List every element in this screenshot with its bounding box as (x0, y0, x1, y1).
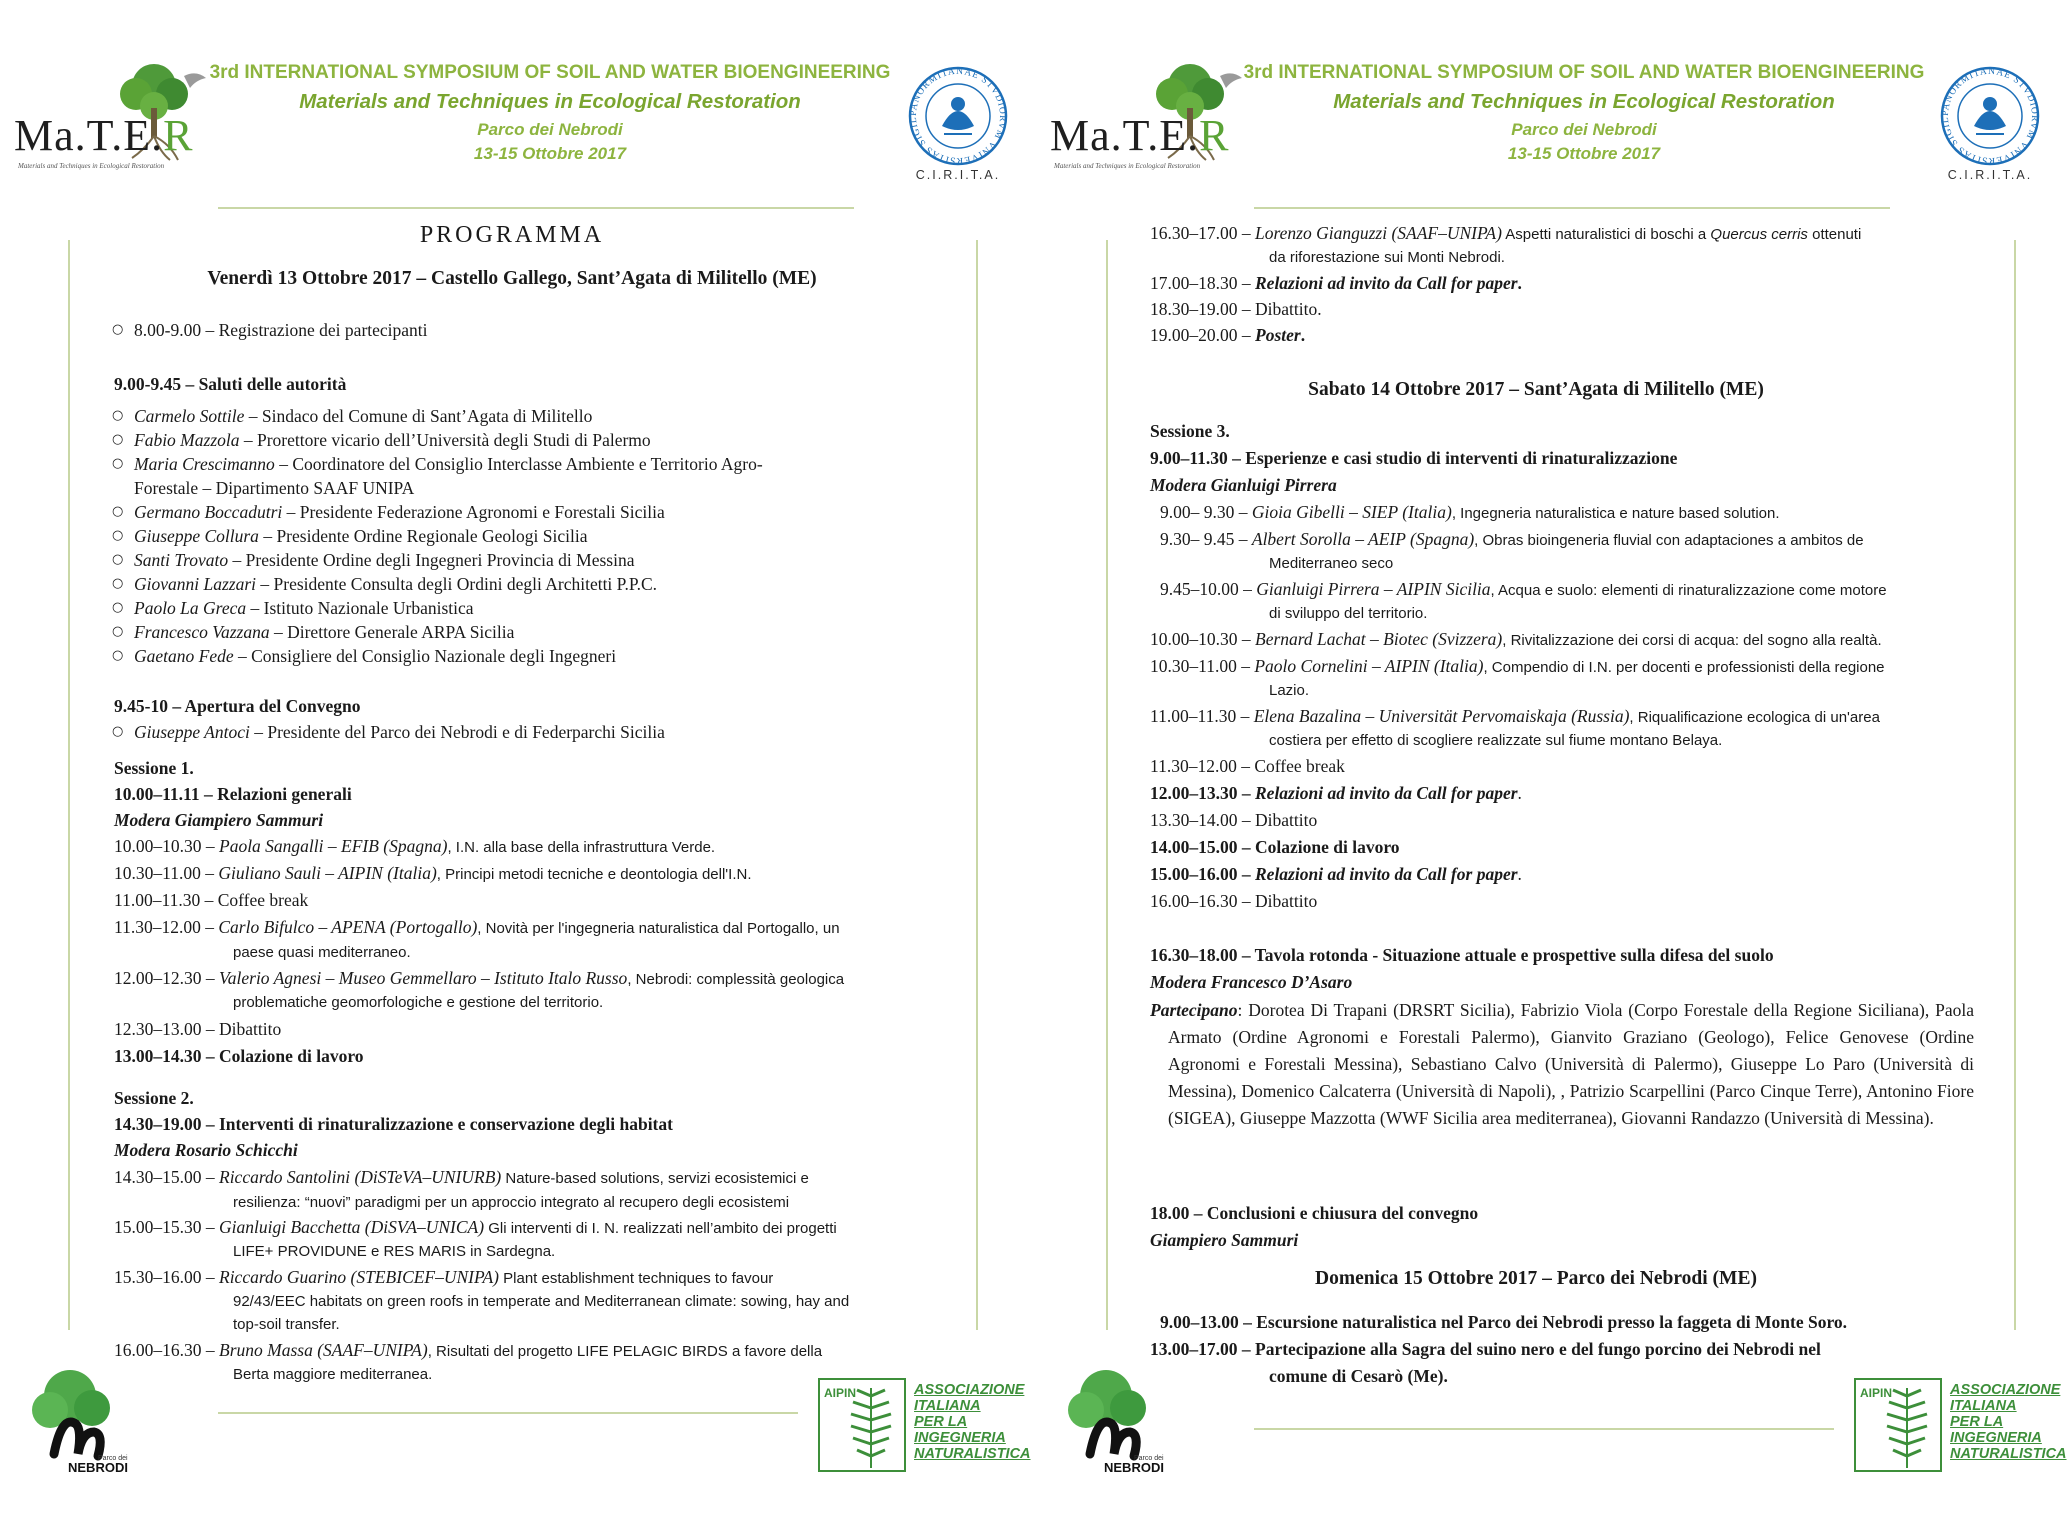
list-item-continuation: Mediterraneo seco (1269, 555, 1394, 572)
list-item-continuation: costiera per effetto di scogliere realizzate sul fiume montano Belaya. (1269, 732, 1723, 749)
list-item-continuation: problematiche geomorfologiche e gestione del territorio. (233, 994, 604, 1011)
list-item: 12.00–13.30 – Relazioni ad invito da Call for paper. (1150, 783, 1522, 803)
svg-text:PANORMITANAE STVDIORVM VNIVERS: PANORMITANAE STVDIORVM VNIVERSITAS SIGIL (908, 66, 1008, 166)
programme-page-left (0, 0, 1031, 1536)
list-item: 17.00–18.30 – Relazioni ad invito da Call for paper. (1150, 273, 1522, 293)
list-item: 16.00–16.30 – Dibattito (1150, 891, 1318, 911)
list-item: ○ Giuseppe Collura – Presidente Ordine Regionale Geologi Sicilia (114, 524, 587, 548)
aipin-logo (818, 1378, 1031, 1474)
session2-label: Sessione 2. (114, 1088, 194, 1108)
seal-icon (902, 64, 1014, 168)
round-table-heading: 16.30–18.00 – Tavola rotonda - Situazione attuale e prospettive sulla difesa del suolo (1150, 945, 1774, 965)
seal-caption: C.I.R.I.T.A. (915, 168, 1001, 182)
list-item-continuation: Lazio. (1269, 682, 1310, 699)
list-item: ○ Giovanni Lazzari – Presidente Consulta degli Ordini degli Architetti P.P.C. (114, 572, 657, 596)
svg-text:PANORMITANAE STVDIORVM VNIVERS: PANORMITANAE STVDIORVM VNIVERSITAS SIGIL (1940, 66, 2040, 166)
list-item: 9.30– 9.45 – Albert Sorolla – AEIP (Spagna), Obras bioingeneria fluvial con adaptaciones a ambitos de (1160, 529, 1864, 549)
list-item: ○ Paolo La Greca – Istituto Nazionale Urbanistica (114, 596, 474, 620)
list-item-continuation: 92/43/EEC habitats on green roofs in temperate and Mediterranean climate: sowing, hay and (233, 1293, 850, 1310)
list-item: 12.00–12.30 – Valerio Agnesi – Museo Gemmellaro – Istituto Italo Russo, Nebrodi: complessità geologica (114, 968, 845, 988)
list-item-continuation: Berta maggiore mediterranea. (233, 1366, 433, 1383)
mater-logo (1050, 58, 1250, 184)
list-item: 11.00–11.30 – Elena Bazalina – Universität Pervomaiskaja (Russia), Riqualificazione ecologica di un'area (1150, 706, 1880, 726)
list-item: 13.00–14.30 – Colazione di lavoro (114, 1046, 364, 1066)
symposium-title: 3rd INTERNATIONAL SYMPOSIUM OF SOIL AND WATER BIOENGINEERING (209, 62, 891, 83)
header-rule (1254, 207, 1890, 209)
symposium-header (1224, 62, 1944, 164)
left-margin-rule (1106, 240, 1108, 1330)
left-margin-rule (68, 240, 70, 1330)
mater-tagline: Materials and Techniques in Ecological Restoration (18, 162, 165, 170)
aipin-words: ASSOCIAZIONE ITALIANA PER LA INGEGNERIA NATURALISTICA (1950, 1382, 2067, 1462)
apertura-heading: 9.45-10 – Apertura del Convegno (114, 696, 361, 716)
list-item: 19.00–20.00 – Poster. (1150, 325, 1306, 345)
list-item: 15.00–15.30 – Gianluigi Bacchetta (DiSVA–UNICA) Gli interventi di I. N. realizzati nell’ambito dei progetti (114, 1217, 837, 1237)
session2-heading: 14.30–19.00 – Interventi di rinaturalizzazione e conservazione degli habitat (114, 1114, 673, 1134)
seal-caption: C.I.R.I.T.A. (1947, 168, 2033, 182)
svg-text:Parco dei: Parco dei (98, 1455, 128, 1462)
registration-item: ○ 8.00-9.00 – Registrazione dei partecipanti (114, 318, 428, 342)
list-item-continuation: resilienza: “nuovi” paradigmi per un approccio integrato al recupero degli ecosistemi (233, 1194, 790, 1211)
fern-icon (836, 1382, 906, 1472)
svg-text:Parco dei: Parco dei (1134, 1455, 1164, 1462)
list-item: 11.00–11.30 – Coffee break (114, 890, 309, 910)
header-rule (218, 207, 854, 209)
list-item: 14.30–15.00 – Riccardo Santolini (DiSTeVA–UNIURB) Nature-based solutions, servizi ecosistemici e (114, 1167, 809, 1187)
session1-moderator: Modera Giampiero Sammuri (114, 810, 324, 830)
right-margin-rule (2014, 240, 2016, 1330)
svg-text:NEBRODI: NEBRODI (68, 1460, 128, 1475)
footer-rule (1254, 1428, 1834, 1430)
university-seal (902, 64, 1014, 188)
list-item: ○ Gaetano Fede – Consigliere del Consiglio Nazionale degli Ingegneri (114, 644, 616, 668)
mater-wordmark: Ma.T.E.R (14, 111, 194, 160)
closing-speaker: Giampiero Sammuri (1150, 1230, 1299, 1250)
aipin-emblem: AIPIN (818, 1378, 906, 1472)
list-item: 12.30–13.00 – Dibattito (114, 1019, 282, 1039)
list-item: ○ Maria Crescimanno – Coordinatore del Consiglio Interclasse Ambiente e Territorio Agro- (114, 452, 763, 476)
mater-wordmark: Ma.T.E.R (1050, 111, 1230, 160)
saluti-heading: 9.00-9.45 – Saluti delle autorità (114, 374, 347, 394)
list-item: 10.30–11.00 – Giuliano Sauli – AIPIN (Italia), Principi metodi tecniche e deontologia dell'I.N. (114, 863, 752, 883)
session3-label: Sessione 3. (1150, 421, 1230, 441)
nebrodi-logo (20, 1362, 150, 1474)
list-item: 15.30–16.00 – Riccardo Guarino (STEBICEF–UNIPA) Plant establishment techniques to favour (114, 1267, 774, 1287)
nebrodi-tree-icon (20, 1362, 150, 1474)
list-item: 16.00–16.30 – Bruno Massa (SAAF–UNIPA), Risultati del progetto LIFE PELAGIC BIRDS a favore della (114, 1340, 823, 1360)
day3-title: Domenica 15 Ottobre 2017 – Parco dei Nebrodi (ME) (1315, 1268, 1757, 1289)
day1-title: Venerdì 13 Ottobre 2017 – Castello Gallego, Sant’Agata di Militello (ME) (207, 268, 817, 289)
symposium-dates: 13-15 Ottobre 2017 (473, 144, 627, 163)
closing-heading: 18.00 – Conclusioni e chiusura del convegno (1150, 1203, 1479, 1223)
symposium-location: Parco dei Nebrodi (477, 120, 623, 139)
list-item: ○ Giuseppe Antoci – Presidente del Parco dei Nebrodi e di Federparchi Sicilia (114, 720, 665, 744)
svg-text:NEBRODI: NEBRODI (1104, 1460, 1164, 1475)
list-item-continuation: paese quasi mediterraneo. (233, 944, 411, 961)
list-item-continuation: comune di Cesarò (Me). (1269, 1366, 1448, 1386)
list-item: 9.00– 9.30 – Gioia Gibelli – SIEP (Italia), Ingegneria naturalistica e nature based solution. (1160, 502, 1780, 522)
session3-moderator: Modera Gianluigi Pirrera (1150, 475, 1337, 495)
list-item-continuation: Forestale – Dipartimento SAAF UNIPA (134, 478, 415, 498)
list-item: ○ Germano Boccadutri – Presidente Federazione Agronomi e Forestali Sicilia (114, 500, 665, 524)
list-item-continuation: top-soil transfer. (233, 1316, 340, 1333)
session2-moderator: Modera Rosario Schicchi (114, 1140, 298, 1160)
mater-tagline: Materials and Techniques in Ecological Restoration (1054, 162, 1201, 170)
list-item: 15.00–16.00 – Relazioni ad invito da Call for paper. (1150, 864, 1522, 884)
footer-rule (218, 1412, 798, 1414)
mater-logo (14, 58, 214, 184)
list-item: 9.00–13.00 – Escursione naturalistica nel Parco dei Nebrodi presso la faggeta di Monte Soro. (1160, 1312, 1848, 1332)
programme-title: PROGRAMMA (419, 222, 605, 248)
list-item: 10.00–10.30 – Bernard Lachat – Biotec (Svizzera), Rivitalizzazione dei corsi di acqua: del sogno alla realtà. (1150, 629, 1882, 649)
round-table-moderator: Modera Francesco D’Asaro (1150, 972, 1353, 992)
list-item: ○ Carmelo Sottile – Sindaco del Comune di Sant’Agata di Militello (114, 404, 592, 428)
list-item: 13.30–14.00 – Dibattito (1150, 810, 1318, 830)
list-item-continuation: da riforestazione sui Monti Nebrodi. (1269, 249, 1505, 266)
nebrodi-tree-icon (1056, 1362, 1186, 1474)
list-item-continuation: LIFE+ PROVIDUNE e RES MARIS in Sardegna. (233, 1243, 556, 1260)
session3-heading: 9.00–11.30 – Esperienze e casi studio di interventi di rinaturalizzazione (1150, 448, 1678, 468)
list-item: 11.30–12.00 – Coffee break (1150, 756, 1345, 776)
university-seal (1934, 64, 2046, 188)
symposium-subtitle: Materials and Techniques in Ecological Restoration (299, 90, 801, 113)
list-item: ○ Fabio Mazzola – Prorettore vicario dell’Università degli Studi di Palermo (114, 428, 651, 452)
session1-label: Sessione 1. (114, 758, 194, 778)
list-item: 14.00–15.00 – Colazione di lavoro (1150, 837, 1400, 857)
list-item: 9.45–10.00 – Gianluigi Pirrera – AIPIN Sicilia, Acqua e suolo: elementi di rinaturalizzazione come motore (1160, 579, 1887, 599)
list-item: ○ Francesco Vazzana – Direttore Generale ARPA Sicilia (114, 620, 514, 644)
list-item: 11.30–12.00 – Carlo Bifulco – APENA (Portogallo), Novità per l'ingegneria naturalistica dal Portogallo, un (114, 917, 840, 937)
seal-icon (1934, 64, 2046, 168)
programme-page-right (1024, 0, 2067, 1536)
list-item: ○ Santi Trovato – Presidente Ordine degli Ingegneri Provincia di Messina (114, 548, 634, 572)
session1-heading: 10.00–11.11 – Relazioni generali (114, 784, 352, 804)
symposium-header (190, 62, 910, 164)
aipin-words: ASSOCIAZIONE ITALIANA PER LA INGEGNERIA NATURALISTICA (914, 1382, 1031, 1462)
day2-title: Sabato 14 Ottobre 2017 – Sant’Agata di Militello (ME) (1308, 379, 1764, 400)
list-item: 16.30–17.00 – Lorenzo Gianguzzi (SAAF–UNIPA) Aspetti naturalistici di boschi a Quercus cerris ottenuti (1150, 223, 1862, 243)
symposium-subtitle: Materials and Techniques in Ecological Restoration (1333, 90, 1835, 113)
symposium-location: Parco dei Nebrodi (1511, 120, 1657, 139)
aipin-logo (1854, 1378, 2067, 1474)
list-item: 10.00–10.30 – Paola Sangalli – EFIB (Spagna), I.N. alla base della infrastruttura Verde. (114, 836, 716, 856)
list-item-continuation: di sviluppo del territorio. (1269, 605, 1428, 622)
round-table-participants: Partecipano: Dorotea Di Trapani (DRSRT Sicilia), Fabrizio Viola (Corpo Forestale della Regione Siciliana), Paola Armato (Ordine Agronomi e Forestali Palermo), Gianvito Graziano (Geologo), Felice Genovese (Ordine Agronomi e Forestali Messina), Sebastiano Calvo (Università di Palermo), Giuseppe Lo Paro (Università di Messina), Domenico Calcaterra (Università di Napoli), , Patrizio Scarpellini (Parco Cinque Terre), Antonino Fiore (SIGEA), Giuseppe Mazzotta (WWF Sicilia area mediterranea), Giovanni Randazzo (Università di Messina). (1150, 1000, 1974, 1128)
list-item: 13.00–17.00 – Partecipazione alla Sagra del suino nero e del fungo porcino dei Nebrodi nel (1150, 1339, 1821, 1359)
fern-icon (1872, 1382, 1942, 1472)
list-item: 10.30–11.00 – Paolo Cornelini – AIPIN (Italia), Compendio di I.N. per docenti e professionisti della regione (1150, 656, 1885, 676)
symposium-title: 3rd INTERNATIONAL SYMPOSIUM OF SOIL AND WATER BIOENGINEERING (1243, 62, 1925, 83)
right-margin-rule (976, 240, 978, 1330)
list-item: 18.30–19.00 – Dibattito. (1150, 299, 1322, 319)
symposium-dates: 13-15 Ottobre 2017 (1507, 144, 1661, 163)
nebrodi-logo (1056, 1362, 1186, 1474)
aipin-emblem: AIPIN (1854, 1378, 1942, 1472)
